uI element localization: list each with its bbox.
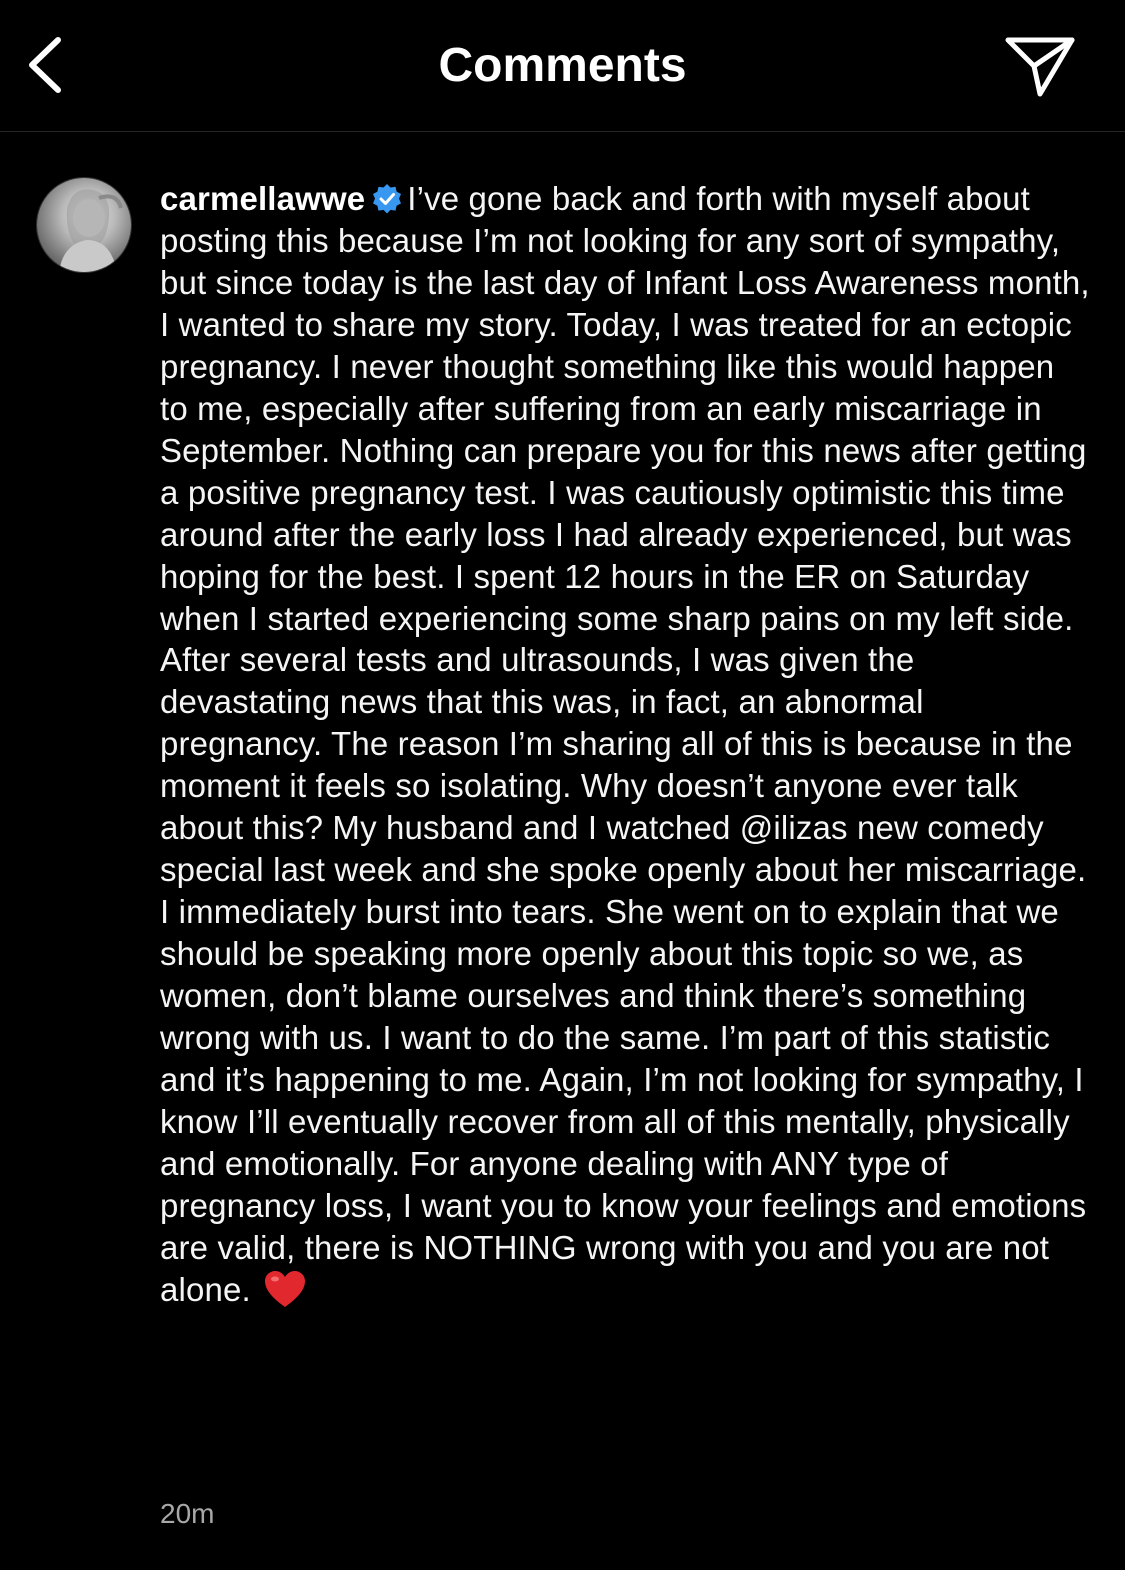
- share-button[interactable]: [1000, 30, 1080, 100]
- comment-body: [160, 178, 1090, 1311]
- comment-username[interactable]: carmellawwe: [160, 180, 366, 217]
- comment-timestamp: 20m: [160, 1498, 215, 1529]
- comment-text: I’ve gone back and forth with myself about posting this because I’m not looking for any sort of sympathy, but since today is the last day of Infant Loss Awareness month, I wanted to share my story. Today, I was treated for an ectopic pregnancy. I never thought something like this would happen to me, especially after suffering from an early miscarriage in September. Nothing can prepare you for this news after getting a positive pregnancy test. I was cautiously optimistic this time around after the early loss I had already experienced, but was hoping for the best. I spent 12 hours in the ER on Saturday when I started experiencing some sharp pains on my left side. After several tests and ultrasounds, I was given the devastating news that this was, in fact, an abnormal pregnancy. The reason I’m sharing all of this is because in the moment it feels so isolating. Why doesn’t anyone ever talk about this? My husband and I watched @ilizas new comedy special last week and she spoke openly about her miscarriage. I immediately burst into tears. She went on to explain that we should be speaking more openly about this topic so we, as women, don’t blame ourselves and think there’s something wrong with us. I want to do the same. I’m part of this statistic and it’s happening to me. Again, I’m not looking for sympathy, I know I’ll eventually recover from all of this mentally, physically and emotionally. For anyone dealing with ANY type of pregnancy loss, I want you to know your feelings and emotions are valid, there is NOTHING wrong with you and you are not alone.: [160, 180, 1090, 1308]
- comment-item: [0, 132, 1125, 1570]
- avatar[interactable]: [37, 178, 131, 272]
- paper-plane-icon: [1000, 30, 1080, 100]
- page-title: Comments: [438, 39, 687, 92]
- verified-badge-icon: [371, 183, 403, 215]
- top-nav-bar: [0, 0, 1125, 132]
- red-heart-emoji: [263, 1269, 307, 1309]
- profile-photo: [37, 178, 131, 272]
